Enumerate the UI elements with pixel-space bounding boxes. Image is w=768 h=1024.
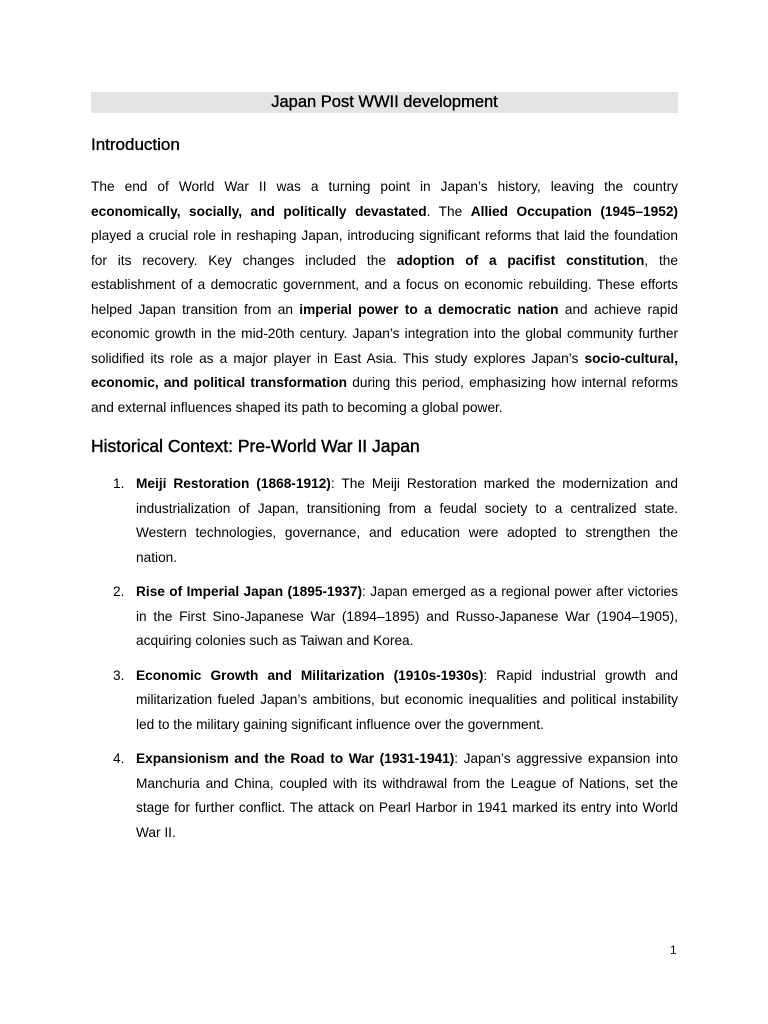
list-item-number: 4. bbox=[113, 751, 125, 766]
list-item-number: 3. bbox=[113, 667, 125, 683]
document-page bbox=[91, 92, 678, 855]
intro-segment-bold: socio-cultural, economic, and political transformation bbox=[91, 350, 678, 390]
list-item-text: : The Meiji Restoration marked the modernization and industrialization of Japan, transitioning from a feudal society to a centralized state. Western technologies, governance, and education were adopted to strengthen the nation. bbox=[136, 476, 679, 565]
list-item bbox=[91, 580, 678, 654]
document-title: Japan Post WWII development bbox=[91, 92, 678, 113]
list-item-title: Economic Growth and Militarization (1910s-1930s) bbox=[136, 667, 484, 683]
list-item-title: Meiji Restoration (1868-1912) bbox=[136, 476, 331, 491]
list-item-text: : Japan’s aggressive expansion into Manchuria and China, coupled with its withdrawal from the League of Nations, set the stage for further conflict. The attack on Pearl Harbor in 1941 marked its entry into World War II. bbox=[136, 751, 678, 840]
historical-context-heading: Historical Context: Pre-World War II Japan bbox=[91, 436, 420, 456]
list-item bbox=[91, 747, 678, 845]
introduction-heading: Introduction bbox=[91, 135, 180, 154]
intro-segment: The end of World War II was a turning point in Japan’s history, leaving the country bbox=[91, 179, 678, 194]
list-item-text: : Rapid industrial growth and militarization fueled Japan’s ambitions, but economic inequalities and political instability led to the military gaining significant influence over the government. bbox=[136, 667, 678, 732]
intro-segment: played a crucial role in reshaping Japan, introducing significant reforms that laid the foundation for its recovery. Key changes included the bbox=[91, 228, 678, 268]
intro-segment-bold: adoption of a pacifist constitution bbox=[396, 252, 645, 268]
introduction-paragraph bbox=[91, 175, 678, 420]
intro-segment: during this period, emphasizing how internal reforms and external influences shaped its path to becoming a global power. bbox=[91, 375, 678, 415]
intro-segment: and achieve rapid economic growth in the mid-20th century. Japan’s integration into the global community further solidified its role as a major player in East Asia. This study explores Japan’s bbox=[91, 301, 678, 366]
list-item-number: 1. bbox=[113, 476, 125, 491]
list-item-text: : Japan emerged as a regional power after victories in the First Sino-Japanese War (1894–1895) and Russo-Japanese War (1904–1905), acquiring colonies such as Taiwan and Korea. bbox=[136, 584, 678, 648]
intro-segment-bold: Allied Occupation (1945–1952) bbox=[470, 203, 678, 219]
page-number: 1 bbox=[670, 943, 677, 957]
intro-segment-bold: imperial power to a democratic nation bbox=[299, 301, 559, 317]
list-item-title: Rise of Imperial Japan (1895-1937) bbox=[136, 584, 363, 599]
intro-segment: , the establishment of a democratic government, and a focus on economic rebuilding. These efforts helped Japan transition from an bbox=[91, 252, 678, 317]
list-item-number: 2. bbox=[113, 584, 125, 599]
intro-segment: . The bbox=[426, 203, 471, 219]
list-item bbox=[91, 664, 678, 738]
list-item bbox=[91, 472, 678, 570]
historical-context-list bbox=[91, 472, 678, 845]
intro-segment-bold: economically, socially, and politically devastated bbox=[91, 203, 427, 219]
list-item-title: Expansionism and the Road to War (1931-1941) bbox=[136, 751, 455, 766]
